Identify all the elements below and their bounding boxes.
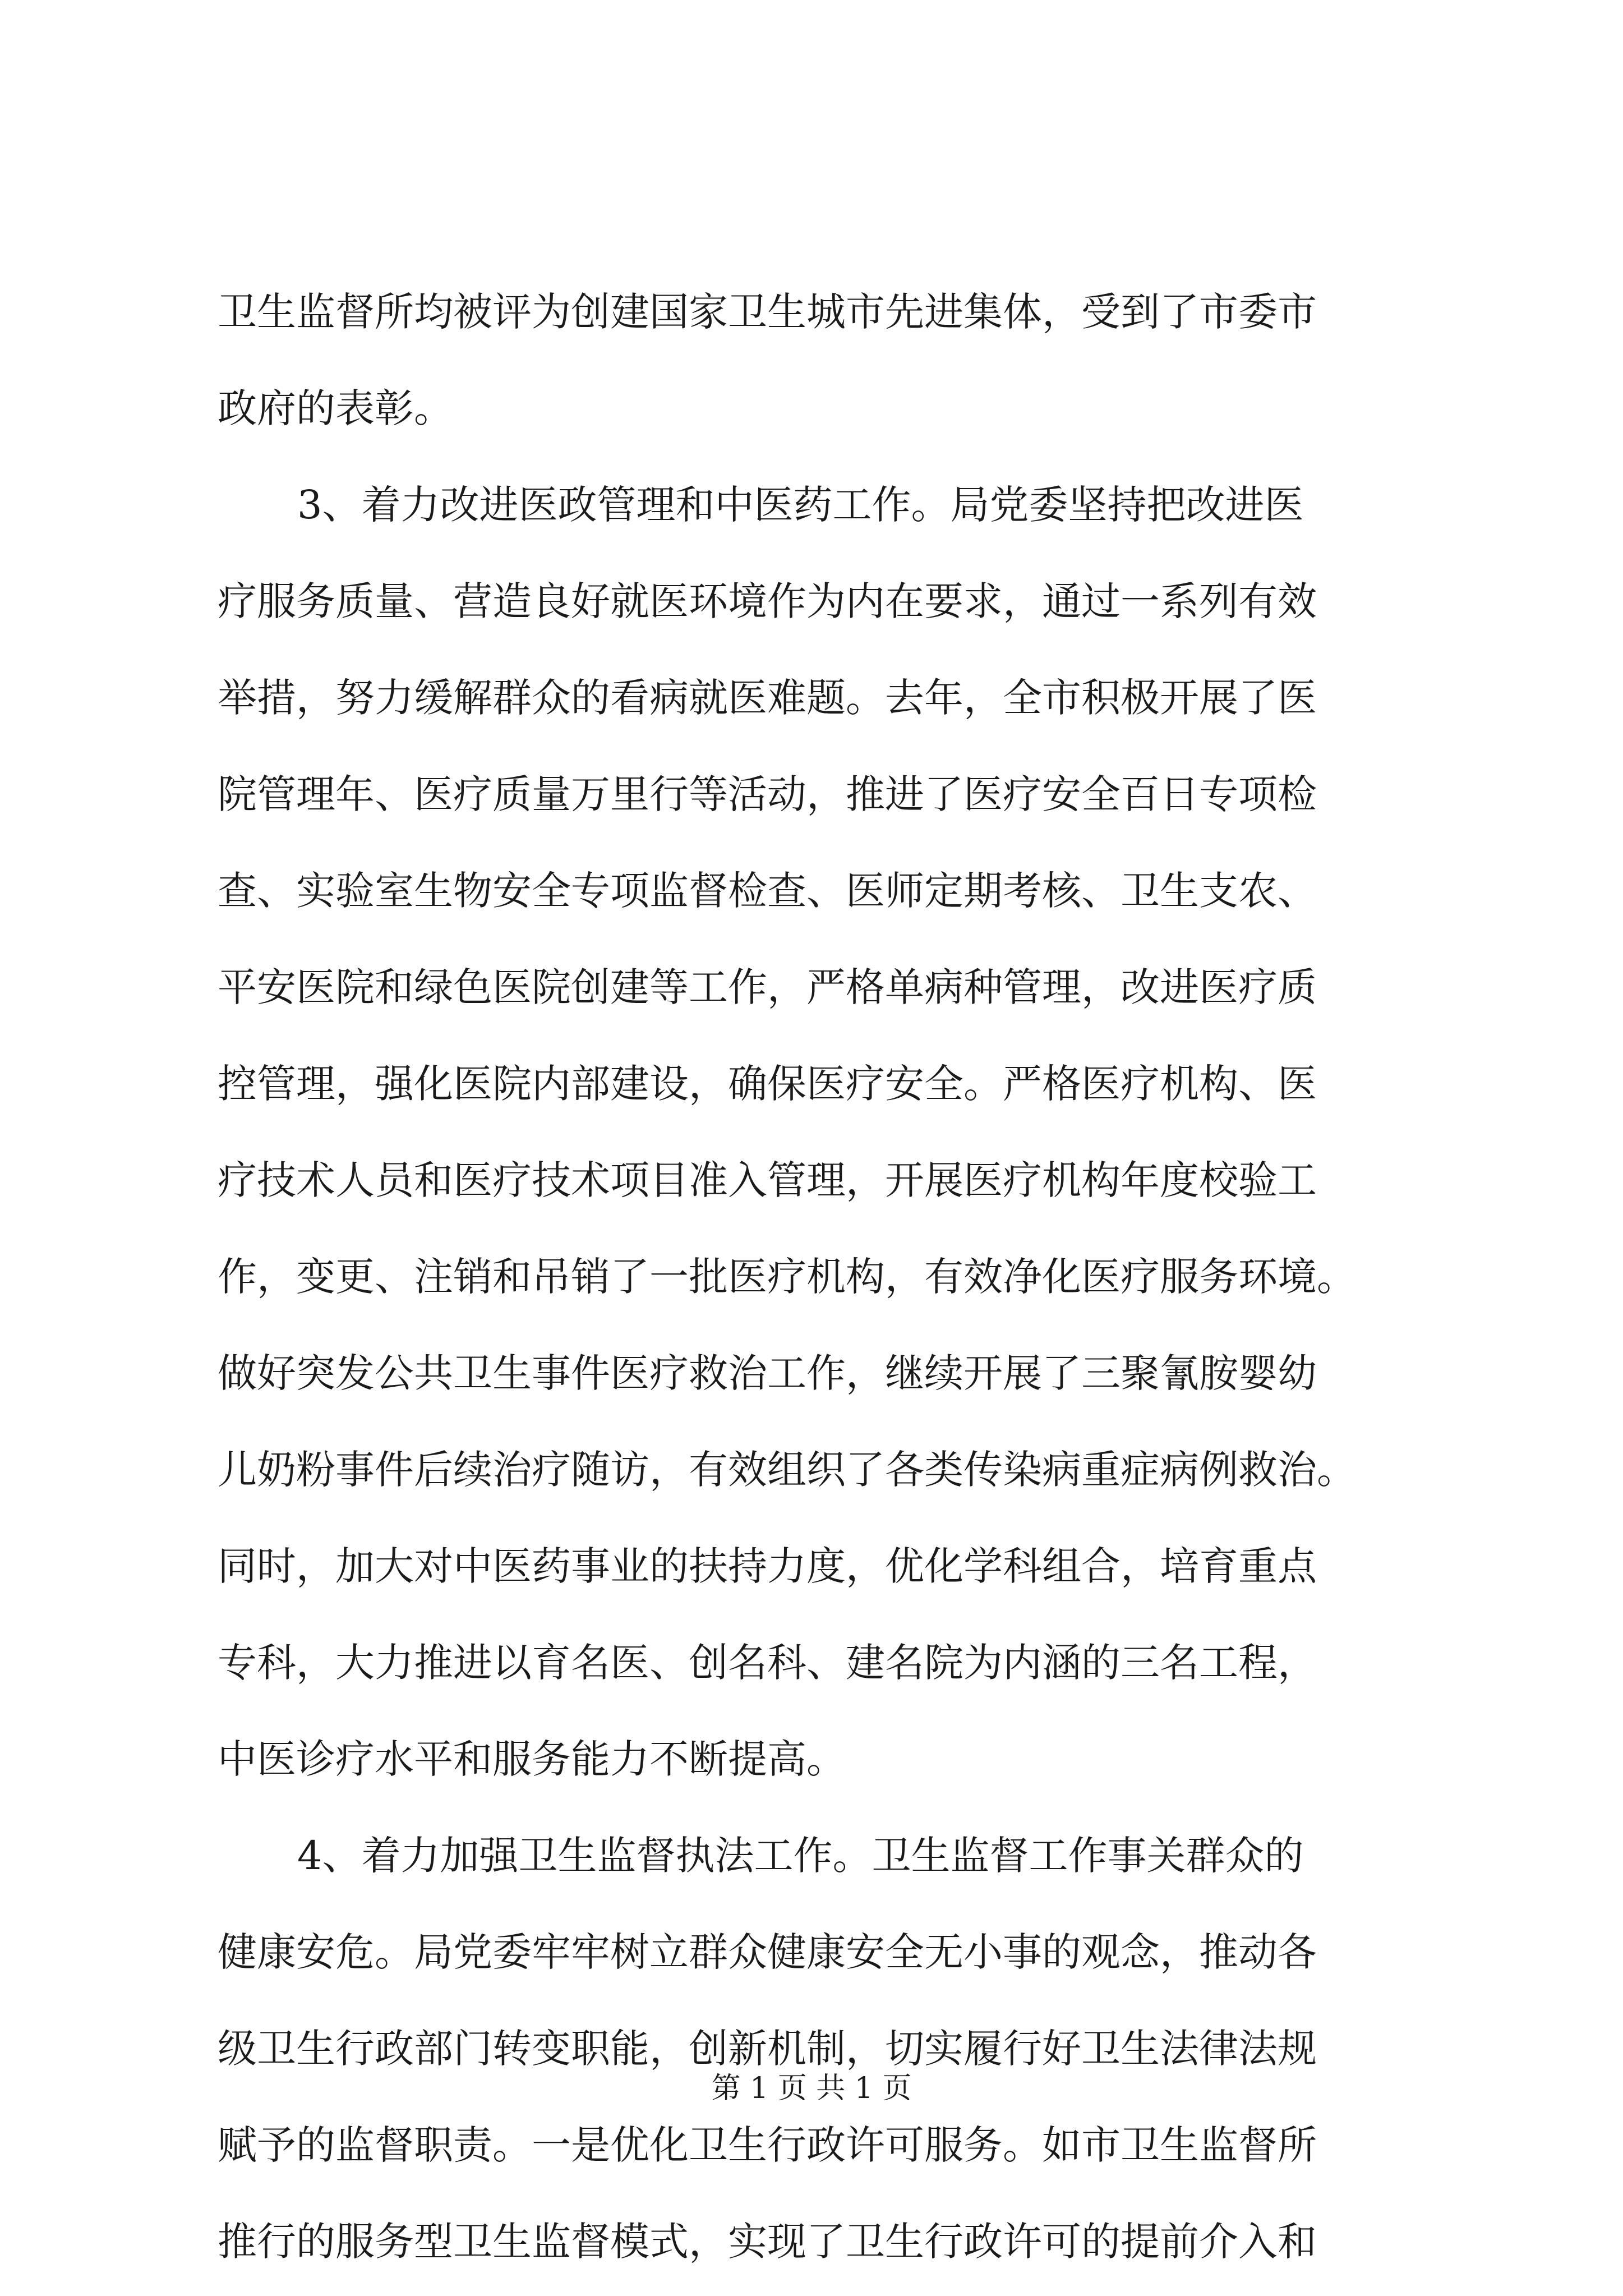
text-line: 举措，努力缓解群众的看病就医难题。去年，全市积极开展了医: [218, 675, 1317, 721]
body-text: [218, 264, 1412, 2290]
text-line: 疗服务质量、营造良好就医环境作为内在要求，通过一系列有效: [218, 578, 1317, 624]
text-line: 推行的服务型卫生监督模式，实现了卫生行政许可的提前介入和: [218, 2219, 1317, 2265]
text-line: 作，变更、注销和吊销了一批医疗机构，有效净化医疗服务环境。: [218, 1254, 1356, 1300]
page-footer: 第 1 页 共 1 页: [711, 2072, 912, 2105]
text-line: 4、着力加强卫生监督执法工作。卫生监督工作事关群众的: [297, 1833, 1304, 1879]
text-line: 级卫生行政部门转变职能，创新机制，切实履行好卫生法律法规: [218, 2026, 1317, 2072]
text-line: 做好突发公共卫生事件医疗救治工作，继续开展了三聚氰胺婴幼: [218, 1350, 1317, 1396]
text-line: 平安医院和绿色医院创建等工作，严格单病种管理，改进医疗质: [218, 964, 1317, 1010]
text-line: 查、实验室生物安全专项监督检查、医师定期考核、卫生支农、: [218, 868, 1317, 914]
text-line: 赋予的监督职责。一是优化卫生行政许可服务。如市卫生监督所: [218, 2122, 1317, 2168]
text-line: 政府的表彰。: [218, 385, 453, 431]
text-line: 疗技术人员和医疗技术项目准入管理，开展医疗机构年度校验工: [218, 1157, 1317, 1203]
text-line: 中医诊疗水平和服务能力不断提高。: [218, 1736, 846, 1782]
text-line: 3、着力改进医政管理和中医药工作。局党委坚持把改进医: [297, 482, 1304, 528]
text-line: 同时，加大对中医药事业的扶持力度，优化学科组合，培育重点: [218, 1543, 1317, 1589]
text-line: 院管理年、医疗质量万里行等活动，推进了医疗安全百日专项检: [218, 771, 1317, 817]
text-line: 卫生监督所均被评为创建国家卫生城市先进集体，受到了市委市: [218, 289, 1317, 335]
text-line: 儿奶粉事件后续治疗随访，有效组织了各类传染病重症病例救治。: [218, 1447, 1356, 1493]
text-line: 专科，大力推进以育名医、创名科、建名院为内涵的三名工程，: [218, 1640, 1317, 1686]
text-line: 健康安危。局党委牢牢树立群众健康安全无小事的观念，推动各: [218, 1929, 1317, 1975]
text-line: 控管理，强化医院内部建设，确保医疗安全。严格医疗机构、医: [218, 1061, 1317, 1107]
